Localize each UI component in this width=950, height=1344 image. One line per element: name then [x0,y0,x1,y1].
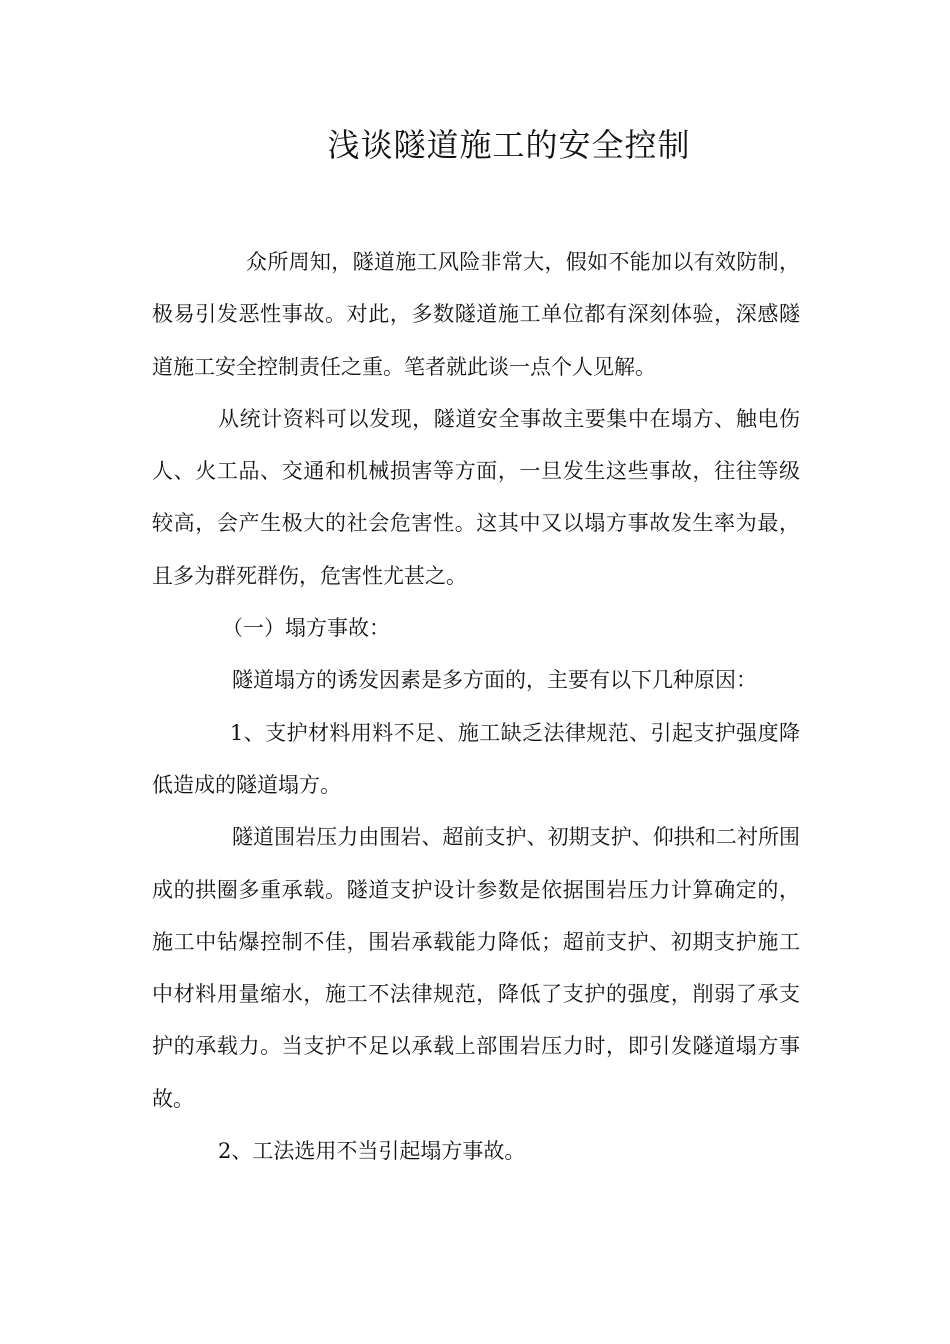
paragraph-cause-1-detail: 隧道围岩压力由围岩、超前支护、初期支护、仰拱和二衬所围成的拱圈多重承载。隧道支护设计参数是依据围岩压力计算确定的，施工中钻爆控制不佳，围岩承载能力降低；超前支护、初期支护施工中材料用量缩水，施工不法律规范，降低了支护的强度，削弱了承支护的承载力。当支护不足以承载上部围岩压力时，即引发隧道塌方事故。 [152,825,800,1111]
paragraph-causes-intro: 隧道塌方的诱发因素是多方面的，主要有以下几种原因： [232,668,757,693]
list-item-cause-1: 1、支护材料用料不足、施工缺乏法律规范、引起支护强度降低造成的隧道塌方。 [152,720,800,797]
document-body [152,236,800,1177]
paragraph-intro: 众所周知，隧道施工风险非常大，假如不能加以有效防制，极易引发恶性事故。对此，多数隧道施工单位都有深刻体验，深感隧道施工安全控制责任之重。笔者就此谈一点个人见解。 [152,250,800,379]
list-item-cause-2: 2、工法选用不当引起塌方事故。 [218,1139,526,1164]
paragraph-statistics: 从统计资料可以发现，隧道安全事故主要集中在塌方、触电伤人、火工品、交通和机械损害等方面，一旦发生这些事故，往往等级较高，会产生极大的社会危害性。这其中又以塌方事故发生率为最，且多为群死群伤，危害性尤甚之。 [152,406,800,588]
document-title: 浅谈隧道施工的安全控制 [327,126,691,164]
section-heading-collapse: （一）塌方事故： [222,616,390,641]
